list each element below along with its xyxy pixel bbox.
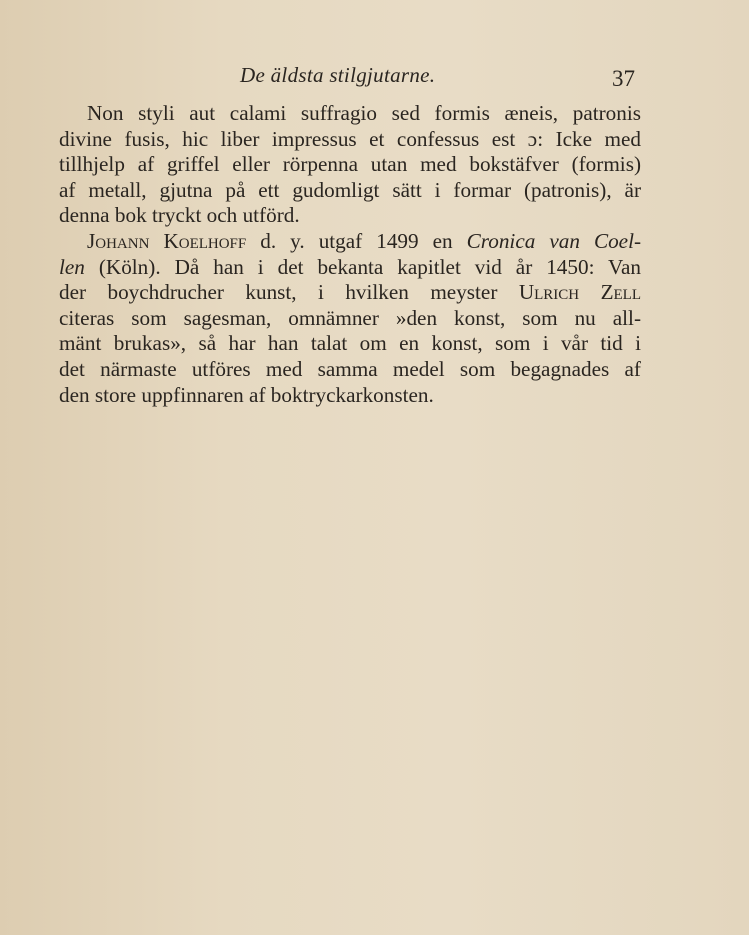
text-fragment: (Köln). Då han i det bekanta kapitlet vid år 1450: Van bbox=[84, 254, 641, 279]
text-line: den store uppfinnaren af boktryckarkonsten. bbox=[59, 382, 434, 407]
book-title: Cronica van Coel- bbox=[466, 228, 642, 253]
text-fragment: der boychdrucher kunst, i hvilken meyster bbox=[59, 280, 519, 305]
text-line: citeras som sagesman, omnämner »den konst, som nu all- bbox=[59, 305, 641, 330]
text-line: mänt brukas», så har han talat om en konst, som i vår tid i bbox=[59, 331, 641, 356]
paragraph-2 bbox=[59, 229, 641, 408]
text-line bbox=[59, 229, 641, 255]
body-text bbox=[59, 101, 641, 408]
text-line: Non styli aut calami suffragio sed formis æneis, patronis bbox=[87, 101, 641, 125]
person-name: Johann bbox=[87, 228, 150, 253]
page-number: 37 bbox=[612, 66, 635, 91]
text-line: denna bok tryckt och utförd. bbox=[59, 203, 300, 228]
person-name: Ulrich bbox=[518, 280, 580, 305]
paragraph-1 bbox=[59, 101, 641, 229]
text-line bbox=[59, 280, 641, 306]
text-line: tillhjelp af griffel eller rörpenna utan med bokstäfver (formis) bbox=[59, 152, 641, 177]
text-line bbox=[59, 255, 641, 281]
text-line: af metall, gjutna på ett gudomligt sätt i formar (patronis), är bbox=[59, 177, 641, 202]
person-name: Zell bbox=[600, 280, 641, 305]
text-line: det närmaste utföres med samma medel som begagnades af bbox=[59, 356, 641, 381]
running-head bbox=[0, 63, 749, 93]
text-fragment: d. y. utgaf 1499 en bbox=[246, 228, 467, 253]
running-title: De äldsta stilgjutarne. bbox=[240, 63, 436, 87]
person-name: Koelhoff bbox=[163, 228, 247, 253]
text-line: divine fusis, hic liber impressus et confessus est ɔ: Icke med bbox=[59, 126, 641, 151]
book-title: len bbox=[59, 254, 85, 279]
